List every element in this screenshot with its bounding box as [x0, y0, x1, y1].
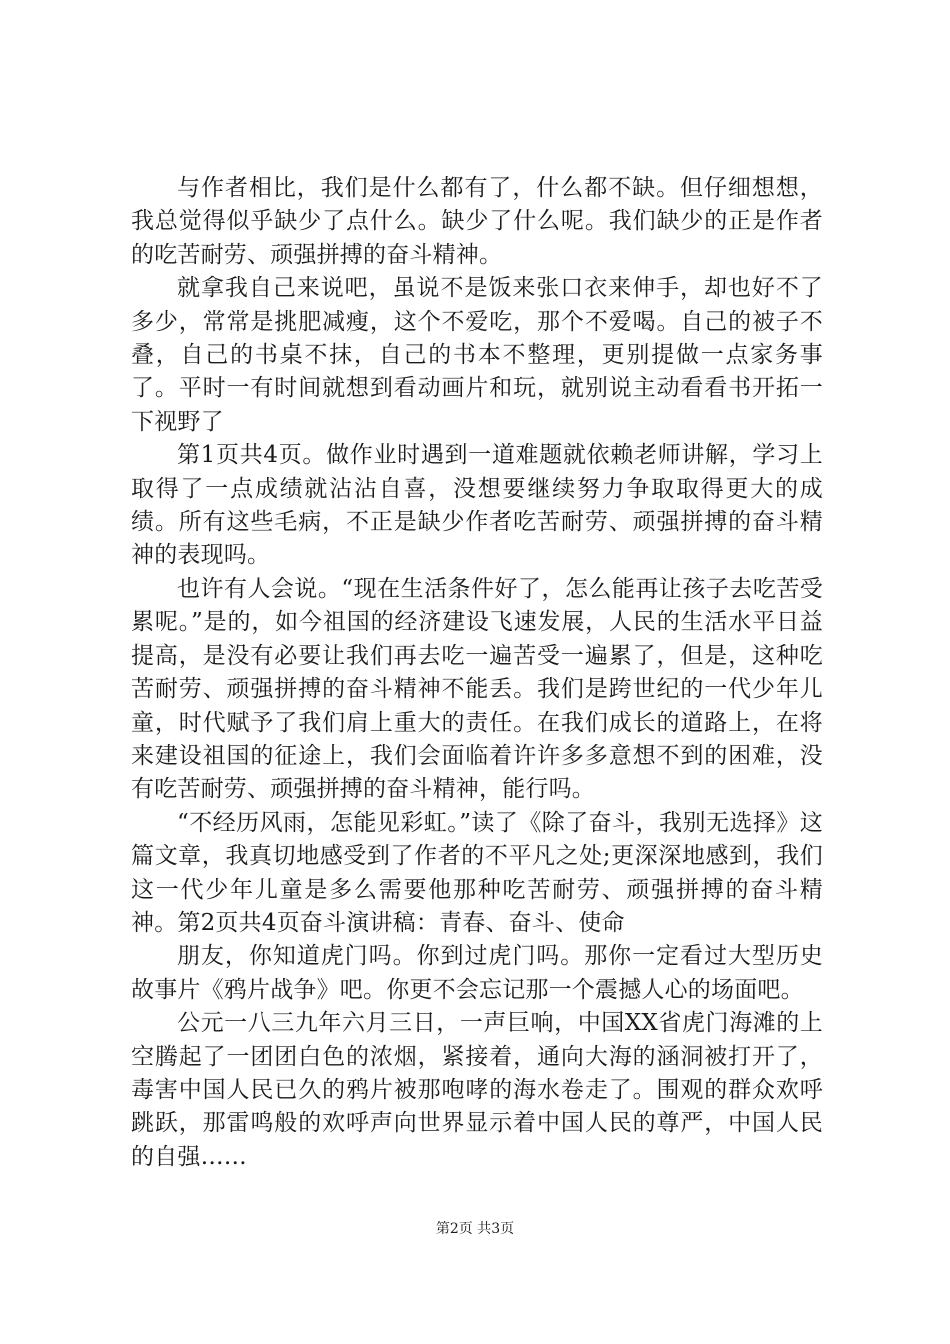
paragraph-1: 与作者相比，我们是什么都有了，什么都不缺。但仔细想想，我总觉得似乎缺少了点什么。缺少了什么呢。我们缺少的正是作者的吃苦耐劳、顽强拼搏的奋斗精神。	[131, 175, 823, 268]
paragraph-2: 就拿我自己来说吧，虽说不是饭来张口衣来伸手，却也好不了多少，常常是挑肥减瘦，这个不爱吃，那个不爱喝。自己的被子不叠，自己的书桌不抹，自己的书本不整理，更别提做一点家务事了。平时一有时间就想到看动画片和玩，就别说主动看看书开拓一下视野了	[131, 275, 823, 435]
paragraph-5: “不经历风雨，怎能见彩虹。”读了《除了奋斗，我别无选择》这篇文章，我真切地感受到了作者的不平凡之处;更深深地感到，我们这一代少年儿童是多么需要他那种吃苦耐劳、顽强拼搏的奋斗精神。第2页共4页奋斗演讲稿：青春、奋斗、使命	[131, 809, 823, 936]
paragraph-3: 第1页共4页。做作业时遇到一道难题就依赖老师讲解，学习上取得了一点成绩就沾沾自喜，没想要继续努力争取取得更大的成绩。所有这些毛病，不正是缺少作者吃苦耐劳、顽强拼搏的奋斗精神的表现吗。	[131, 442, 823, 569]
paragraph-7: 公元一八三九年六月三日，一声巨响，中国XX省虎门海滩的上空腾起了一团团白色的浓烟，紧接着，通向大海的涵洞被打开了，毒害中国人民已久的鸦片被那咆哮的海水卷走了。围观的群众欢呼跳跃，那雷鸣般的欢呼声向世界显示着中国人民的尊严，中国人民的自强……	[131, 1010, 823, 1170]
page-footer: 第2页 共3页	[435, 1221, 515, 1237]
paragraph-6: 朋友，你知道虎门吗。你到过虎门吗。那你一定看过大型历史故事片《鸦片战争》吧。你更不会忘记那一个震撼人心的场面吧。	[131, 943, 823, 1003]
paragraph-4: 也许有人会说。“现在生活条件好了，怎么能再让孩子去吃苦受累呢。”是的，如今祖国的经济建设飞速发展，人民的生活水平日益提高，是没有必要让我们再去吃一遍苦受一遍累了，但是，这种吃苦耐劳、顽强拼搏的奋斗精神不能丢。我们是跨世纪的一代少年儿童，时代赋予了我们肩上重大的责任。在我们成长的道路上，在将来建设祖国的征途上，我们会面临着许许多多意想不到的困难，没有吃苦耐劳、顽强拼搏的奋斗精神，能行吗。	[131, 575, 823, 803]
document-body	[131, 172, 823, 1174]
